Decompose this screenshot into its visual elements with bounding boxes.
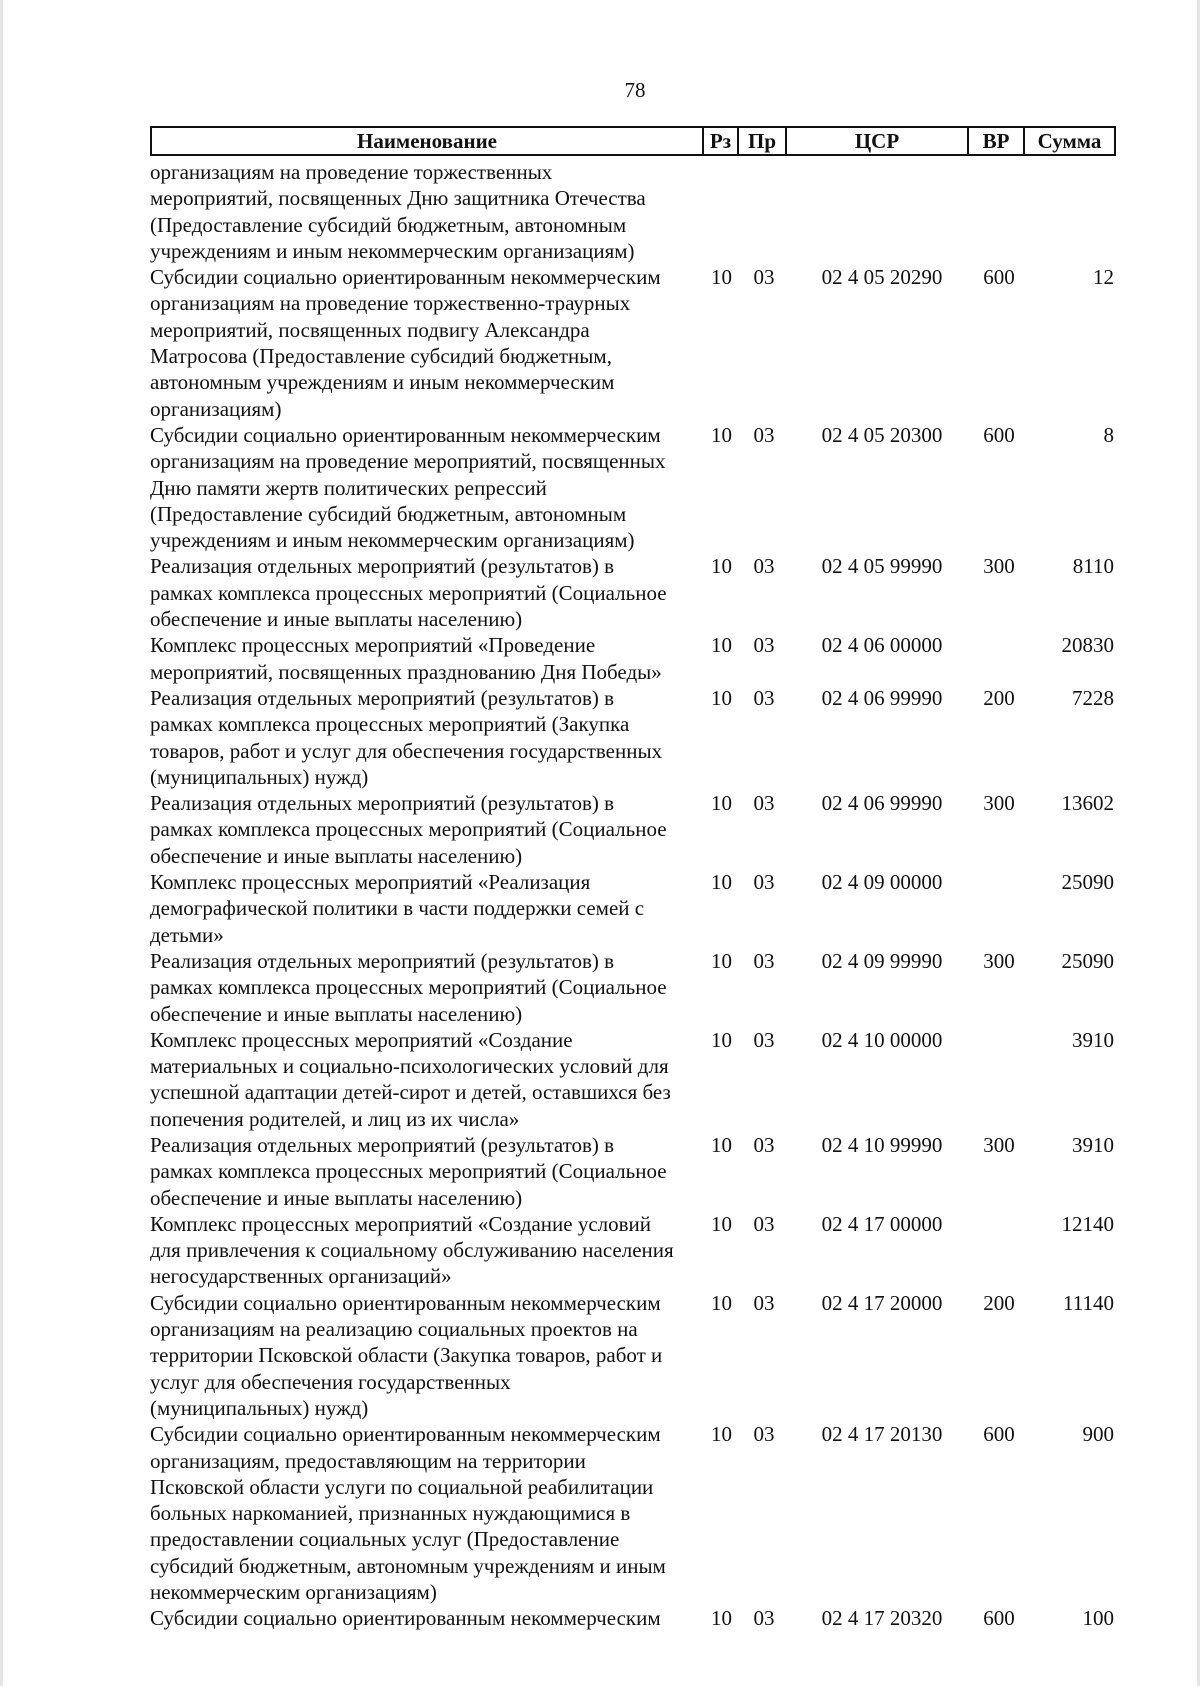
row-vr: 200 [983,1290,1015,1315]
table-row [150,1605,1116,1631]
row-name: Субсидии социально ориентированным некоммерческим организациям на проведение торжественно-траурных мероприятий, посвященных подвигу Александра Матросова (Предоставление субсидий бюджетным, автономным учреждениям и иным некоммерческим организациям) [150,265,661,421]
header-sum: Сумма [1037,128,1102,153]
row-vr: 600 [983,422,1015,447]
row-sum: 11140 [1063,1290,1114,1315]
row-vr: 600 [983,265,1015,290]
row-csr: 02 4 05 20290 [821,265,943,290]
table-row [150,1027,1116,1132]
row-sum: 8110 [1072,554,1114,579]
table-row [150,1421,1116,1605]
row-sum: 3910 [1072,1027,1114,1052]
row-sum: 25090 [1061,870,1114,895]
row-vr: 300 [983,791,1015,816]
header-rz: Рз [704,128,739,154]
row-pr: 03 [753,1606,775,1631]
row-vr: 300 [983,948,1015,973]
row-pr: 03 [753,1422,775,1447]
scan-edge-left [0,0,3,1686]
table-row [150,632,1116,685]
row-sum: 12140 [1061,1211,1114,1236]
table-row [150,1290,1116,1421]
row-rz: 10 [711,948,732,973]
table-header [150,126,1116,156]
row-rz: 10 [711,870,732,895]
row-name: организациям на проведение торжественных мероприятий, посвященных Дню защитника Отечества (Предоставление субсидий бюджетным, автономным учреждениям и иным некоммерческим организациям) [150,160,646,263]
row-rz: 10 [711,1290,732,1315]
row-csr: 02 4 06 99990 [821,685,943,710]
row-sum: 3910 [1072,1132,1114,1157]
row-pr: 03 [753,265,775,290]
row-sum: 20830 [1061,633,1114,658]
row-rz: 10 [711,1132,732,1157]
row-csr: 02 4 17 20000 [821,1290,943,1315]
row-rz: 10 [711,1027,732,1052]
row-pr: 03 [753,870,775,895]
table-body [150,159,1116,1632]
row-name: Реализация отдельных мероприятий (результатов) в рамках комплекса процессных мероприятий (Закупка товаров, работ и услуг для обеспечения государственных (муниципальных) нужд) [150,685,663,789]
row-csr: 02 4 10 00000 [821,1027,943,1052]
row-sum: 100 [1082,1606,1114,1631]
row-sum: 7228 [1072,685,1114,710]
row-rz: 10 [711,791,732,816]
row-name: Субсидии социально ориентированным некоммерческим организациям на проведение мероприятий, посвященных Дню памяти жертв политических репрессий (Предоставление субсидий бюджетным, автономным учреждениям и иным некоммерческим организациям) [150,422,666,553]
table-row [150,553,1116,632]
row-sum: 12 [1093,265,1114,290]
table-row [150,264,1116,422]
row-csr: 02 4 06 00000 [821,633,943,658]
row-pr: 03 [753,685,775,710]
row-pr: 03 [753,791,775,816]
row-name: Субсидии социально ориентированным некоммерческим организациям на реализацию социальных проектов на территории Псковской области (Закупка товаров, работ и услуг для обеспечения государственных (муниципальных) нужд) [150,1290,663,1420]
row-name: Комплекс процессных мероприятий «Создание материальных и социально-психологических условий для успешной адаптации детей-сирот и детей, оставшихся без попечения родителей, и лиц из их числа» [150,1027,671,1131]
header-name: Наименование [152,128,704,154]
row-name: Комплекс процессных мероприятий «Создание условий для привлечения к социальному обслуживанию населения негосударственных организаций» [150,1211,674,1289]
table-row [150,1132,1116,1211]
row-pr: 03 [753,948,775,973]
row-name: Реализация отдельных мероприятий (результатов) в рамках комплекса процессных мероприятий (Социальное обеспечение и иные выплаты населению) [150,791,667,868]
row-rz: 10 [711,1211,732,1236]
row-rz: 10 [711,1422,732,1447]
row-csr: 02 4 06 99990 [821,791,943,816]
row-rz: 10 [711,554,732,579]
row-rz: 10 [711,265,732,290]
row-vr: 300 [983,554,1015,579]
row-pr: 03 [753,1211,775,1236]
header-vr: ВР [969,128,1025,154]
row-sum: 13602 [1061,791,1114,816]
row-pr: 03 [753,633,775,658]
row-name: Реализация отдельных мероприятий (результатов) в рамках комплекса процессных мероприятий (Социальное обеспечение и иные выплаты населению) [150,948,667,1026]
row-rz: 10 [711,685,732,710]
header-csr: ЦСР [787,128,969,154]
row-sum: 8 [1103,422,1114,447]
row-sum: 25090 [1061,948,1114,973]
row-pr: 03 [753,554,775,579]
row-csr: 02 4 05 20300 [821,422,943,447]
row-pr: 03 [753,1290,775,1315]
row-vr: 600 [983,1606,1015,1631]
row-pr: 03 [753,1132,775,1157]
row-csr: 02 4 17 20130 [821,1422,943,1447]
row-name: Реализация отдельных мероприятий (результатов) в рамках комплекса процессных мероприятий (Социальное обеспечение и иные выплаты населению) [150,1132,667,1210]
row-csr: 02 4 17 20320 [821,1606,943,1631]
row-rz: 10 [711,422,732,447]
row-vr: 300 [983,1132,1015,1157]
row-csr: 02 4 09 00000 [821,870,943,895]
table-row [150,948,1116,1027]
row-csr: 02 4 09 99990 [821,948,943,973]
row-sum: 900 [1082,1422,1114,1447]
table-row [150,422,1116,553]
row-name: Комплекс процессных мероприятий «Реализация демографической политики в части поддержки семей с детьми» [150,870,645,947]
page-number: 78 [624,78,646,102]
table-row [150,869,1116,948]
row-csr: 02 4 17 00000 [821,1211,943,1236]
row-pr: 03 [753,422,775,447]
table-row [150,159,1116,264]
row-rz: 10 [711,1606,732,1631]
row-rz: 10 [711,633,732,658]
row-vr: 200 [983,685,1015,710]
row-vr: 600 [983,1422,1015,1447]
row-csr: 02 4 10 99990 [821,1132,943,1157]
table-row [150,685,1116,790]
row-name: Субсидии социально ориентированным некоммерческим [150,1606,661,1631]
row-csr: 02 4 05 99990 [821,554,943,579]
table-row [150,1211,1116,1290]
table-row [150,790,1116,869]
header-pr: Пр [739,128,787,154]
row-name: Комплекс процессных мероприятий «Проведение мероприятий, посвященных празднованию Дня Победы» [150,633,662,684]
row-name: Субсидии социально ориентированным некоммерческим организациям, предоставляющим на территории Псковской области услуги по социальной реабилитации больных наркоманией, признанных нуждающимися в предоставлении социальных услуг (Предоставление субсидий бюджетным, автономным учреждениям и иным некоммерческим организациям) [150,1422,666,1605]
row-pr: 03 [753,1027,775,1052]
row-name: Реализация отдельных мероприятий (результатов) в рамках комплекса процессных мероприятий (Социальное обеспечение и иные выплаты населению) [150,554,667,632]
